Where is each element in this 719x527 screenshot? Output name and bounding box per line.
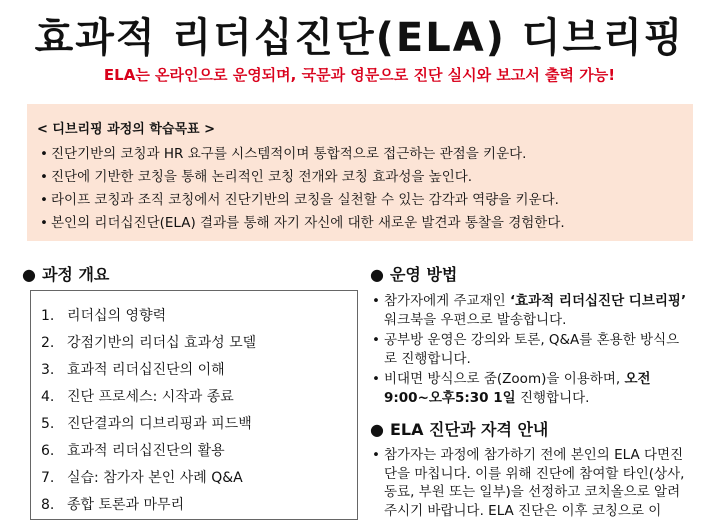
bullet-icon: • [40,192,48,208]
bullet-icon: • [40,146,48,162]
operation-list [372,292,692,409]
outline-item: 4. 진단 프로세스: 시작과 종료 [41,389,234,405]
outline-item: 7. 실습: 참가자 본인 사례 Q&A [41,470,243,486]
learning-goal-item: • 진단기반의 코칭과 HR 요구를 시스템적이며 통합적으로 접근하는 관점을 키운다. [37,143,683,166]
outline-item: 1. 리더십의 영향력 [41,308,167,324]
bullet-icon: • [40,169,48,185]
operation-item: • 참가자에게 주교재인 ‘효과적 리더십진단 디브리핑’ 워크북을 우편으로 발송합니다. [372,292,692,329]
operation-item: • 비대면 방식으로 줌(Zoom)을 이용하며, 오전9:00~오후5:30 1일 진행합니다. [372,370,692,407]
learning-goals-list [37,143,683,235]
learning-goal-item: • 본인의 리더십진단(ELA) 결과를 통해 자기 자신에 대한 새로운 발견과 통찰을 경험한다. [37,212,683,235]
course-outline-box [30,290,358,520]
circle-bullet-icon: ● [22,265,36,284]
ela-list [372,446,692,522]
overview-heading: ● 과정 개요 [22,265,110,284]
operation-item: • 공부방 운영은 강의와 토론, Q&A를 혼용한 방식으로 진행합니다. [372,331,692,368]
circle-bullet-icon: ● [370,265,384,284]
outline-item: 2. 강점기반의 리더십 효과성 모델 [41,335,257,351]
operation-heading: ● 운영 방법 [370,265,458,284]
learning-goal-item: • 라이프 코칭과 조직 코칭에서 진단기반의 코칭을 실천할 수 있는 감각과 역량을 키운다. [37,189,683,212]
outline-item: 3. 효과적 리더십진단의 이해 [41,362,225,378]
learning-goals-box [27,104,693,241]
learning-goal-item: • 진단에 기반한 코칭을 통해 논리적인 코칭 전개와 코칭 효과성을 높인다. [37,166,683,189]
bullet-icon: • [40,215,48,231]
circle-bullet-icon: ● [370,420,384,439]
learning-goals-heading: < 디브리핑 과정의 학습목표 > [37,122,216,137]
page-subtitle: ELA는 온라인으로 운영되며, 국문과 영문으로 진단 실시와 보고서 출력 가능! [103,66,616,84]
ela-heading: ● ELA 진단과 자격 안내 [370,420,549,439]
outline-item: 6. 효과적 리더십진단의 활용 [41,443,225,459]
course-outline-list [41,303,357,519]
outline-item: 8. 종합 토론과 마무리 [41,497,185,513]
page-title: 효과적 리더십진단(ELA) 디브리핑 [34,15,685,61]
ela-item: • 참가자는 과정에 참가하기 전에 본인의 ELA 다면진단을 마칩니다. 이를 위해 진단에 참여할 타인(상사, 동료, 부원 또는 일부)을 선정하고 코치올으로 알려주시기 바랍니다. ELA 진단은 이후 코칭으로 이 [372,446,692,520]
outline-item: 5. 진단결과의 디브리핑과 피드백 [41,416,252,432]
